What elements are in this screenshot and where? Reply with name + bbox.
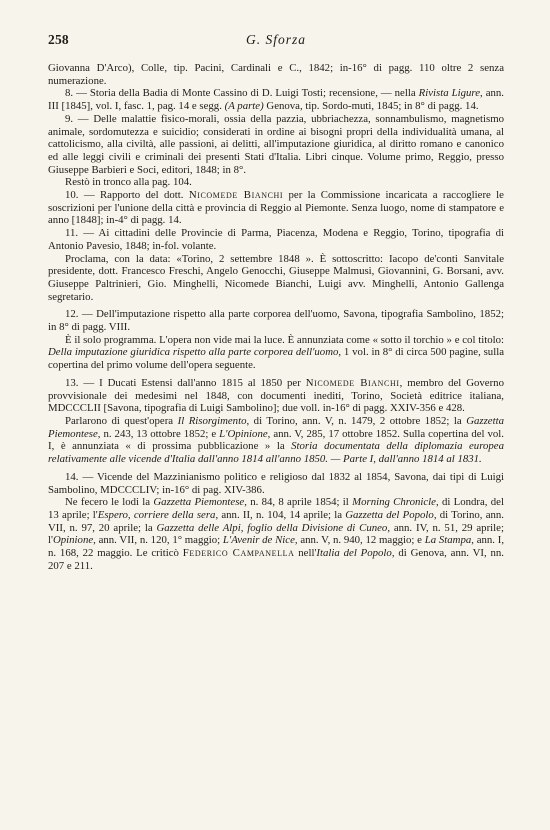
text-segment: , di Londra, del 13 aprile; l' [48, 496, 504, 521]
bibliography-paragraph [48, 471, 504, 496]
text-segment: Morning Chronicle [352, 496, 436, 509]
text-segment: Italia del Popolo [316, 547, 392, 560]
text-segment: , n. 243, 13 ottobre 1852; e [97, 427, 220, 440]
text-segment: (A parte) [224, 100, 264, 113]
text-segment: , ann. II, n. 104, 14 aprile; la [215, 508, 346, 521]
bibliography-paragraph [48, 189, 504, 227]
text-segment: Federico Campanella [182, 547, 295, 560]
text-segment: Gazzetta del Popolo [345, 508, 434, 521]
text-segment: Della imputazione giuridica rispetto alla parte corporea dell'uomo [48, 346, 339, 359]
text-segment: Opinione [52, 534, 94, 547]
text-segment: 12. — Dell'imputazione rispetto alla parte corporea dell'uomo, Savona, tipografia Sambolino, 1852; in 8° di pagg. VIII. [48, 308, 504, 334]
text-segment: Il Risorgimento [177, 414, 247, 427]
text-segment: 10. — Rapporto del dott. [65, 189, 189, 202]
bibliography-paragraph [48, 253, 504, 304]
text-segment: Genova, tip. Sordo-muti, 1845; in 8° di pagg. 14. [263, 100, 479, 113]
text-segment: Parlarono di quest'opera [65, 414, 178, 427]
bibliography-paragraph [48, 334, 504, 372]
text-segment: , membro del Governo provvisionale dei medesimi nel 1848, con documenti inediti, Torino, Società editrice italiana, MDCCCLII [Savona, tipografia di Luigi Sambolino]; due voll. in-16° di pagg. XXIV-356 e 428. [48, 376, 504, 415]
text-segment: L'Opinione [219, 427, 268, 440]
bibliography-paragraph [48, 377, 504, 415]
text-segment: Proclama, con la data: «Torino, 2 settembre 1848 ». È sottoscritto: Iacopo de'conti Sanvitale presidente, dott. Francesco Freschi, Angelo Genocchi, Giuseppe Malmusi, Giovannini, G. Borsani, avv. Giuseppe Paltrinieri, Gio. Minghelli, Nicomede Bianchi, Luigi avv. Minghelli, Antonio Gallenga segretario. [48, 252, 504, 303]
text-segment: Gazzetta Piemontese [153, 496, 245, 509]
text-segment: Storia documentata della diplomazia europea relativamente alle vicende d'Italia dall'anno 1814 all'anno 1850. — Parte I, dall'anno 1814 al 1831. [48, 440, 504, 466]
text-segment: 14. — Vicende del Mazzinianismo politico e religioso dal 1832 al 1854, Savona, dai tipi di Luigi Sambolino, MDCCCLIV; in-16° di pag. XIV-386. [48, 470, 504, 496]
text-segment: , ann. V, 285, 17 ottobre 1852. Sulla copertina del vol. I, è annunziata « di prossima pubblicazione » la [48, 427, 504, 453]
bibliography-paragraph [48, 415, 504, 466]
text-segment: , 1 vol. in 8° di circa 500 pagine, sulla copertina del primo volume dell'opera seguente. [48, 346, 504, 372]
text-segment: Ne fecero le lodi la [65, 496, 154, 509]
text-segment: , ann. IV, n. 51, 29 aprile; l' [48, 521, 504, 547]
text-segment: , ann. V, n. 940, 12 maggio; e [294, 534, 425, 547]
text-segment: 11. — Ai cittadini delle Provincie di Parma, Piacenza, Modena e Reggio, Torino, tipografia di Antonio Pavesio, 1848; in-fol. volante. [48, 227, 504, 252]
text-segment: Gazzetta Piemontese [48, 414, 504, 440]
text-segment: Nicomede Bianchi [188, 189, 284, 202]
text-segment: Espero, corriere della sera [97, 508, 216, 521]
bibliography-paragraph [48, 87, 504, 112]
text-segment: nell' [294, 547, 317, 560]
bibliography-paragraph [48, 176, 504, 189]
text-segment: , n. 84, 8 aprile 1854; il [244, 496, 353, 509]
text-segment: , di Torino, ann. V, n. 1479, 2 ottobre 1852; la [246, 414, 467, 427]
text-segment: 8. — Storia della Badia di Monte Cassino di D. Luigi Tosti; recensione, — nella [65, 87, 419, 100]
text-segment: 9. — Delle malattie fisico-morali, ossia della pazzia, ubbriachezza, sonnambulismo, magnetismo animale, sordomutezza e suicidio; considerati in ordine ai bisogni propri della individualità umana, al cattolicismo, alla civiltà, alle passioni, ai delitti, all'imputazione giuridica, al diritto romano e canonico ed alle leggi civili e criminali dei presenti Stati d'Italia. Libri cinque. Volume primo, Reggio, presso Giuseppe Barbieri e Soci, editori, 1848; in 8°. [48, 112, 504, 176]
text-segment: , ann. I, n. 168, 22 maggio. Le criticò [48, 534, 505, 560]
bibliography-paragraph [48, 62, 504, 87]
text-segment: Restò in tronco alla pag. 104. [65, 176, 192, 189]
bibliography-paragraph [48, 113, 504, 177]
text-segment: per la Commissione incaricata a raccogliere le soscrizioni per l'unione della città e provincia di Reggio al Piemonte. Senza luogo, nome di stampatore e anno [1848]; in-4° di pagg. 14. [48, 189, 504, 227]
text-segment: , di Torino, ann. VII, n. 97, 20 aprile; la [48, 508, 504, 534]
text-segment: Giovanna D'Arco), Colle, tip. Pacini, Cardinali e C., 1842; in-16° di pagg. 110 oltre 2 senza numerazione. [48, 62, 504, 87]
text-segment: Gazzetta delle Alpi, foglio della Divisione di Cuneo [156, 521, 388, 534]
text-segment: La Stampa [424, 534, 472, 547]
running-title: G. Sforza [245, 32, 306, 47]
text-segment: Nicomede Bianchi [305, 376, 400, 389]
text-segment: L'Avenir de Nice [222, 534, 295, 547]
page-number: 258 [48, 32, 69, 47]
text-segment: È il solo programma. L'opera non vide mai la luce. È annunziata come « sotto il torchio » e col titolo: [65, 333, 504, 346]
bibliography-paragraph [48, 308, 504, 333]
bibliography-text [48, 62, 504, 572]
bibliography-paragraph [48, 496, 504, 572]
page-header [48, 32, 504, 62]
bibliography-paragraph [48, 227, 504, 252]
text-segment: Rivista Ligure [418, 87, 481, 100]
text-segment: 13. — I Ducati Estensi dall'anno 1815 al 1850 per [65, 376, 306, 389]
text-segment: , ann. III [1845], vol. I, fasc. 1, pag. 14 e segg. [48, 87, 504, 113]
text-segment: , ann. VII, n. 120, 1° maggio; [93, 534, 223, 547]
text-segment: , di Genova, ann. VI, nn. 207 e 211. [48, 547, 504, 572]
